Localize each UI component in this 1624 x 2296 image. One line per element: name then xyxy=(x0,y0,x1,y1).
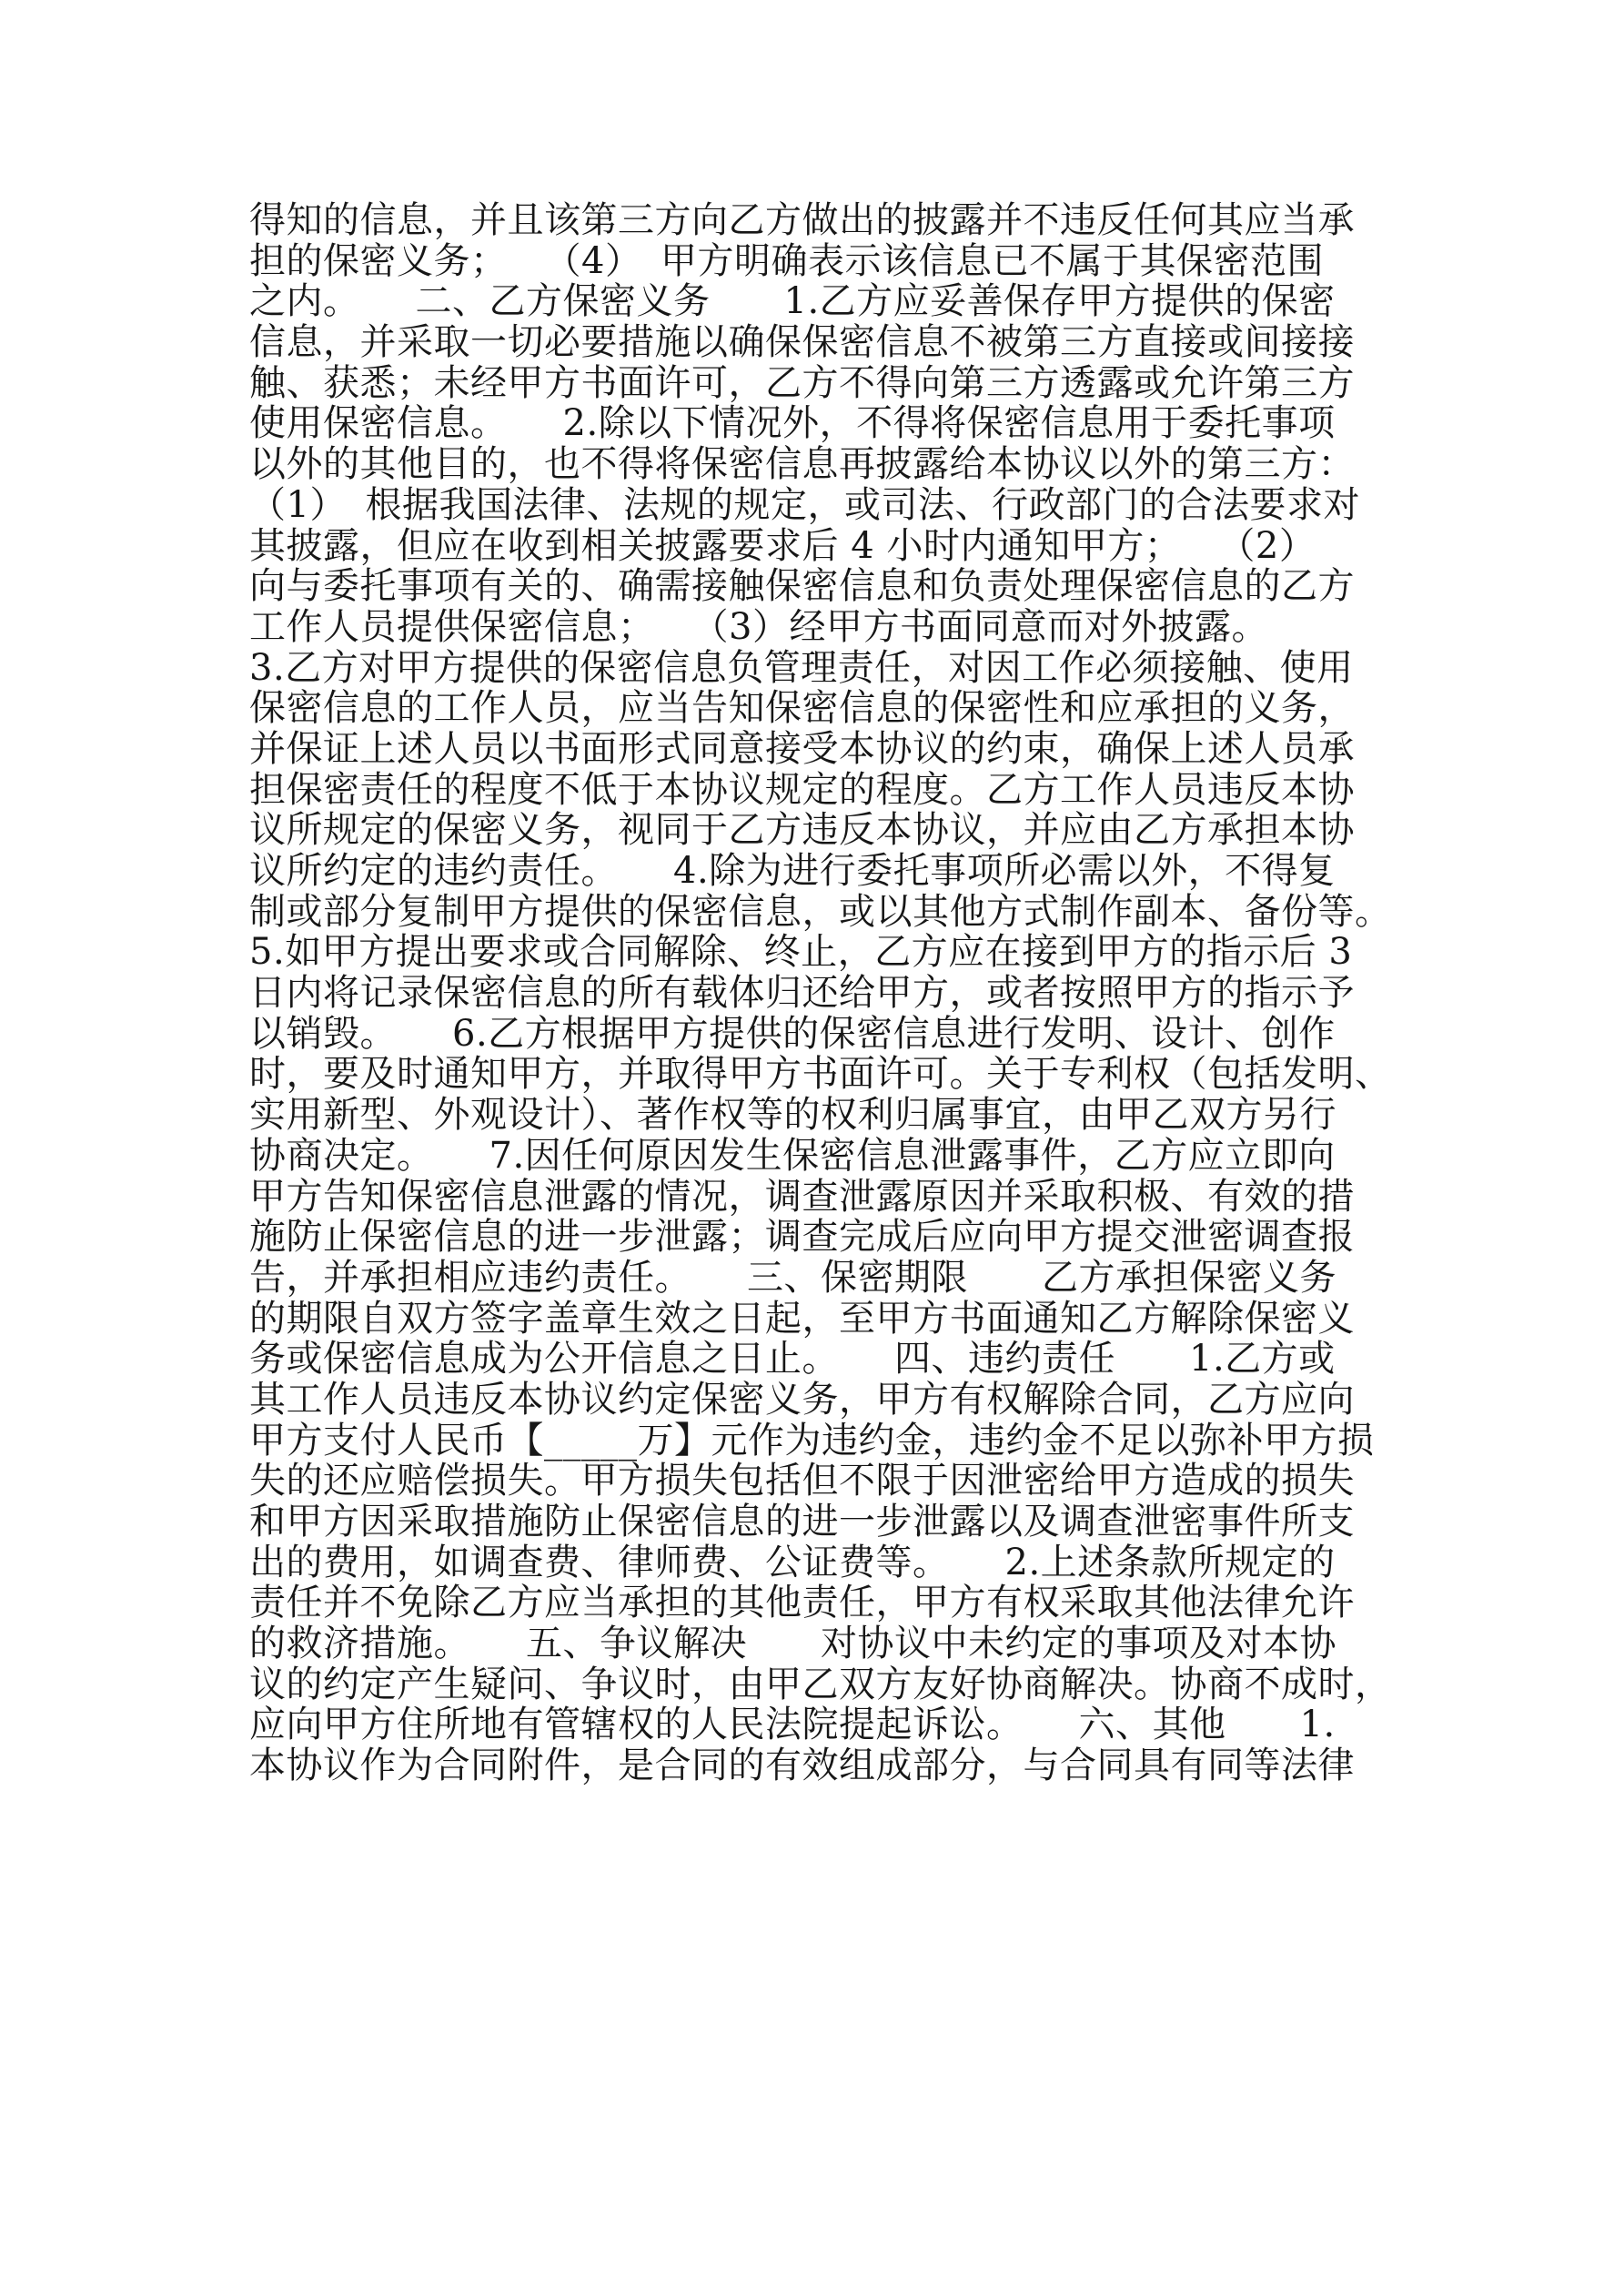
text-line: 向与委托事项有关的、确需接触保密信息和负责处理保密信息的乙方 xyxy=(249,565,1355,608)
text-line: 应向甲方住所地有管辖权的人民法院提起诉讼。 六、其他 1. xyxy=(249,1704,1336,1746)
text-line: 3.乙方对甲方提供的保密信息负管理责任，对因工作必须接触、使用 xyxy=(249,646,1354,689)
text-line: 议所规定的保密义务，视同于乙方违反本协议，并应由乙方承担本协 xyxy=(249,809,1355,852)
text-line: 得知的信息，并且该第三方向乙方做出的披露并不违反任何其应当承 xyxy=(249,199,1355,241)
text-line: 使用保密信息。 2.除以下情况外，不得将保密信息用于委托事项 xyxy=(249,402,1336,445)
text-line: 责任并不免除乙方应当承担的其他责任，甲方有权采取其他法律允许 xyxy=(249,1582,1355,1624)
text-line: 甲方支付人民币【_____万】元作为违约金，违约金不足以弥补甲方损 xyxy=(249,1419,1375,1462)
text-line: 以销毁。 6.乙方根据甲方提供的保密信息进行发明、设计、创作 xyxy=(249,1012,1336,1055)
text-line: 以外的其他目的，也不得将保密信息再披露给本协议以外的第三方： xyxy=(249,443,1355,486)
text-line: 务或保密信息成为公开信息之日止。 四、违约责任 1.乙方或 xyxy=(249,1338,1336,1381)
text-line: 协商决定。 7.因任何原因发生保密信息泄露事件，乙方应立即向 xyxy=(249,1134,1336,1177)
text-line: 担保密责任的程度不低于本协议规定的程度。乙方工作人员违反本协 xyxy=(249,768,1355,811)
text-line: 施防止保密信息的进一步泄露；调查完成后应向甲方提交泄密调查报 xyxy=(249,1216,1355,1259)
text-line: 告，并承担相应违约责任。 三、保密期限 乙方承担保密义务 xyxy=(249,1256,1337,1299)
text-line: （1） 根据我国法律、法规的规定，或司法、行政部门的合法要求对 xyxy=(249,483,1360,526)
text-line: 实用新型、外观设计）、著作权等的权利归属事宜，由甲乙双方另行 xyxy=(249,1094,1337,1137)
text-line: 出的费用，如调查费、律师费、公证费等。 2.上述条款所规定的 xyxy=(249,1541,1336,1583)
text-line: 其工作人员违反本协议约定保密义务，甲方有权解除合同，乙方应向 xyxy=(249,1378,1355,1421)
text-line: 担的保密义务； （4） 甲方明确表示该信息已不属于其保密范围 xyxy=(249,239,1324,282)
text-line: 失的还应赔偿损失。甲方损失包括但不限于因泄密给甲方造成的损失 xyxy=(249,1460,1355,1502)
document-body xyxy=(249,200,1423,1786)
text-line: 议的约定产生疑问、争议时，由甲乙双方友好协商解决。协商不成时， xyxy=(249,1663,1392,1705)
text-line: 工作人员提供保密信息； （3）经甲方书面同意而对外披露。 xyxy=(249,605,1268,648)
text-line: 甲方告知保密信息泄露的情况，调查泄露原因并采取积极、有效的措 xyxy=(249,1175,1355,1218)
text-line: 保密信息的工作人员，应当告知保密信息的保密性和应承担的义务， xyxy=(249,687,1355,730)
text-line: 本协议作为合同附件，是合同的有效组成部分，与合同具有同等法律 xyxy=(249,1745,1355,1787)
text-line: 时，要及时通知甲方，并取得甲方书面许可。关于专利权（包括发明、 xyxy=(249,1053,1392,1096)
text-line: 议所约定的违约责任。 4.除为进行委托事项所必需以外，不得复 xyxy=(249,850,1336,892)
text-line: 并保证上述人员以书面形式同意接受本协议的约束，确保上述人员承 xyxy=(249,727,1355,770)
text-line: 之内。 二、乙方保密义务 1.乙方应妥善保存甲方提供的保密 xyxy=(249,280,1336,323)
text-line: 5.如甲方提出要求或合同解除、终止，乙方应在接到甲方的指示后 3 xyxy=(249,931,1353,974)
text-line: 的救济措施。 五、争议解决 对协议中未约定的事项及对本协 xyxy=(249,1623,1337,1665)
text-line: 信息，并采取一切必要措施以确保保密信息不被第三方直接或间接接 xyxy=(249,321,1355,364)
text-line: 日内将记录保密信息的所有载体归还给甲方，或者按照甲方的指示予 xyxy=(249,972,1355,1015)
text-line: 和甲方因采取措施防止保密信息的进一步泄露以及调查泄密事件所支 xyxy=(249,1501,1355,1542)
text-line: 的期限自双方签字盖章生效之日起，至甲方书面通知乙方解除保密义 xyxy=(249,1297,1355,1340)
text-line: 其披露，但应在收到相关披露要求后 4 小时内通知甲方； （2） xyxy=(249,524,1316,567)
text-line: 制或部分复制甲方提供的保密信息，或以其他方式制作副本、备份等。 xyxy=(249,890,1392,933)
text-line: 触、获悉；未经甲方书面许可，乙方不得向第三方透露或允许第三方 xyxy=(249,361,1355,404)
